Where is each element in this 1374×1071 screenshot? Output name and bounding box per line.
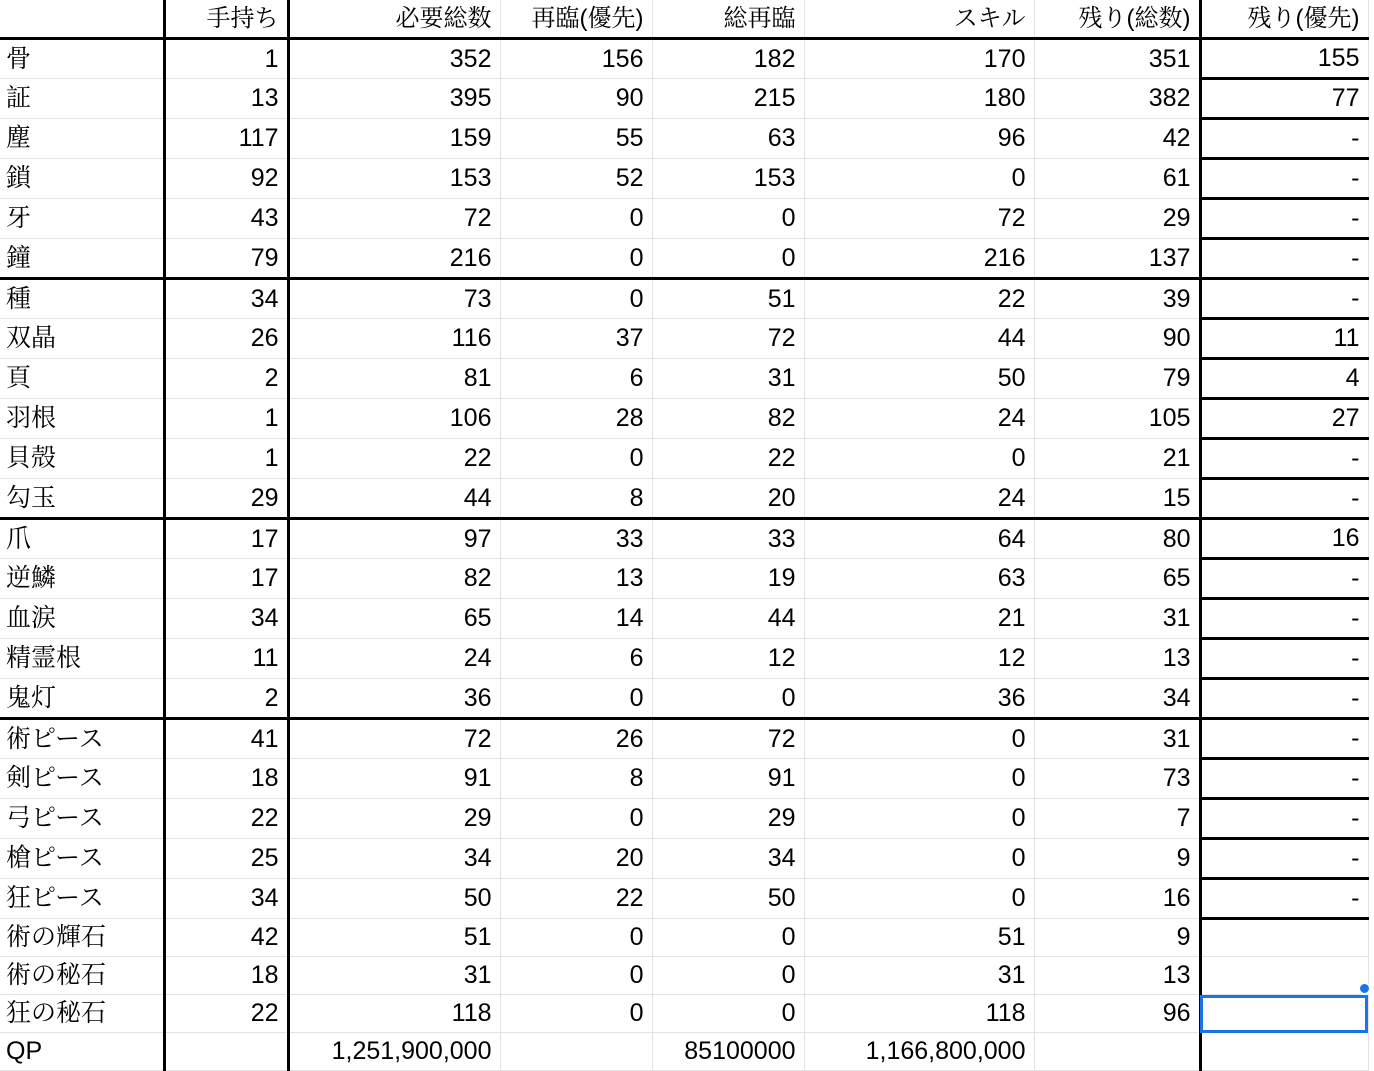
header-cell-on-hand[interactable]: 手持ち [164, 0, 288, 39]
cell-skill[interactable]: 50 [804, 359, 1034, 399]
table-row [0, 839, 1368, 879]
cell-ascension-total[interactable]: 20 [652, 479, 804, 519]
table-row [0, 879, 1368, 919]
header-cell-required-total[interactable]: 必要総数 [288, 0, 500, 39]
cell-required-total[interactable]: 72 [288, 199, 500, 239]
cell-remaining-total[interactable]: 29 [1034, 199, 1200, 239]
table-row [0, 1033, 1368, 1071]
cell-ascension-total[interactable]: 0 [652, 199, 804, 239]
cell-required-total[interactable]: 352 [288, 39, 500, 79]
cell-remaining-total[interactable]: 65 [1034, 559, 1200, 599]
cell-skill[interactable]: 72 [804, 199, 1034, 239]
cell-ascension-total[interactable]: 51 [652, 279, 804, 319]
cell-required-total[interactable]: 29 [288, 799, 500, 839]
cell-material[interactable]: 狂ピース [0, 879, 164, 919]
table-row [0, 399, 1368, 439]
cell-ascension-total[interactable]: 85100000 [652, 1033, 804, 1071]
cell-remaining-total[interactable]: 80 [1034, 519, 1200, 559]
cell-ascension-priority[interactable]: 90 [500, 79, 652, 119]
cell-remaining-priority[interactable] [1200, 957, 1368, 995]
cell-on-hand[interactable]: 2 [164, 679, 288, 719]
cell-material[interactable]: 牙 [0, 199, 164, 239]
cell-remaining-priority[interactable]: - [1200, 439, 1368, 479]
cell-skill[interactable]: 0 [804, 159, 1034, 199]
table-row [0, 957, 1368, 995]
cell-remaining-total[interactable]: 351 [1034, 39, 1200, 79]
cell-material[interactable]: 血涙 [0, 599, 164, 639]
cell-skill[interactable]: 24 [804, 399, 1034, 439]
cell-on-hand[interactable]: 18 [164, 957, 288, 995]
cell-ascension-total[interactable]: 182 [652, 39, 804, 79]
cell-remaining-priority[interactable]: 16 [1200, 519, 1368, 559]
cell-ascension-priority[interactable]: 0 [500, 279, 652, 319]
cell-skill[interactable]: 12 [804, 639, 1034, 679]
cell-material[interactable]: 貝殻 [0, 439, 164, 479]
cell-remaining-priority[interactable]: - [1200, 119, 1368, 159]
cell-skill[interactable]: 22 [804, 279, 1034, 319]
cell-on-hand[interactable]: 22 [164, 799, 288, 839]
cell-skill[interactable]: 21 [804, 599, 1034, 639]
cell-ascension-priority[interactable]: 13 [500, 559, 652, 599]
cell-required-total[interactable]: 118 [288, 995, 500, 1033]
cell-remaining-priority[interactable]: - [1200, 799, 1368, 839]
cell-skill[interactable]: 51 [804, 919, 1034, 957]
cell-ascension-priority[interactable]: 6 [500, 359, 652, 399]
cell-remaining-total[interactable]: 16 [1034, 879, 1200, 919]
cell-required-total[interactable]: 395 [288, 79, 500, 119]
table-row [0, 719, 1368, 759]
cell-remaining-priority[interactable]: - [1200, 719, 1368, 759]
cell-required-total[interactable]: 159 [288, 119, 500, 159]
cell-skill[interactable]: 36 [804, 679, 1034, 719]
cell-skill[interactable]: 1,166,800,000 [804, 1033, 1034, 1071]
cell-remaining-total[interactable]: 61 [1034, 159, 1200, 199]
cell-remaining-priority[interactable] [1200, 1033, 1368, 1071]
cell-on-hand[interactable] [164, 1033, 288, 1071]
cell-material[interactable]: 弓ピース [0, 799, 164, 839]
cell-remaining-total[interactable]: 21 [1034, 439, 1200, 479]
cell-ascension-total[interactable]: 19 [652, 559, 804, 599]
cell-skill[interactable]: 63 [804, 559, 1034, 599]
cell-required-total[interactable]: 1,251,900,000 [288, 1033, 500, 1071]
cell-remaining-priority[interactable]: 155 [1200, 39, 1368, 79]
table-row [0, 995, 1368, 1033]
cell-skill[interactable]: 0 [804, 719, 1034, 759]
table-row [0, 79, 1368, 119]
cell-ascension-total[interactable]: 0 [652, 919, 804, 957]
cell-remaining-total[interactable]: 79 [1034, 359, 1200, 399]
cell-ascension-priority[interactable]: 8 [500, 479, 652, 519]
cell-ascension-total[interactable]: 29 [652, 799, 804, 839]
cell-ascension-total[interactable]: 72 [652, 719, 804, 759]
cell-remaining-priority[interactable]: - [1200, 199, 1368, 239]
cell-remaining-priority[interactable] [1200, 919, 1368, 957]
cell-on-hand[interactable]: 11 [164, 639, 288, 679]
cell-material[interactable]: 剣ピース [0, 759, 164, 799]
cell-material[interactable]: 頁 [0, 359, 164, 399]
cell-material[interactable]: 勾玉 [0, 479, 164, 519]
cell-remaining-total[interactable]: 31 [1034, 719, 1200, 759]
cell-skill[interactable]: 0 [804, 759, 1034, 799]
cell-remaining-priority[interactable]: - [1200, 879, 1368, 919]
cell-on-hand[interactable]: 92 [164, 159, 288, 199]
cell-skill[interactable]: 31 [804, 957, 1034, 995]
cell-ascension-priority[interactable]: 0 [500, 199, 652, 239]
cell-remaining-total[interactable]: 13 [1034, 957, 1200, 995]
cell-on-hand[interactable]: 25 [164, 839, 288, 879]
cell-remaining-priority[interactable]: 27 [1200, 399, 1368, 439]
cell-ascension-total[interactable]: 0 [652, 957, 804, 995]
cell-ascension-priority[interactable]: 156 [500, 39, 652, 79]
cell-remaining-total[interactable]: 15 [1034, 479, 1200, 519]
cell-material[interactable]: 爪 [0, 519, 164, 559]
cell-required-total[interactable]: 51 [288, 919, 500, 957]
cell-ascension-total[interactable]: 153 [652, 159, 804, 199]
cell-skill[interactable]: 0 [804, 839, 1034, 879]
header-row [0, 0, 1368, 39]
cell-on-hand[interactable]: 18 [164, 759, 288, 799]
cell-material[interactable]: QP [0, 1033, 164, 1071]
cell-remaining-total[interactable]: 90 [1034, 319, 1200, 359]
cell-ascension-priority[interactable]: 0 [500, 919, 652, 957]
cell-material[interactable]: 羽根 [0, 399, 164, 439]
cell-skill[interactable]: 64 [804, 519, 1034, 559]
cell-remaining-total[interactable]: 39 [1034, 279, 1200, 319]
cell-remaining-total[interactable]: 34 [1034, 679, 1200, 719]
cell-remaining-priority[interactable]: 77 [1200, 79, 1368, 119]
cell-required-total[interactable]: 22 [288, 439, 500, 479]
header-cell-remaining-priority[interactable]: 残り(優先) [1200, 0, 1368, 39]
cell-material[interactable]: 狂の秘石 [0, 995, 164, 1033]
cell-on-hand[interactable]: 43 [164, 199, 288, 239]
cell-required-total[interactable]: 106 [288, 399, 500, 439]
table-row [0, 239, 1368, 279]
cell-required-total[interactable]: 65 [288, 599, 500, 639]
cell-remaining-total[interactable]: 7 [1034, 799, 1200, 839]
cell-remaining-priority[interactable]: - [1200, 679, 1368, 719]
cell-ascension-priority[interactable]: 22 [500, 879, 652, 919]
cell-required-total[interactable]: 97 [288, 519, 500, 559]
cell-ascension-total[interactable]: 44 [652, 599, 804, 639]
cell-material[interactable]: 精霊根 [0, 639, 164, 679]
cell-skill[interactable]: 170 [804, 39, 1034, 79]
cell-ascension-priority[interactable]: 8 [500, 759, 652, 799]
cell-remaining-total[interactable]: 9 [1034, 919, 1200, 957]
cell-ascension-total[interactable]: 91 [652, 759, 804, 799]
cell-remaining-priority[interactable]: - [1200, 759, 1368, 799]
cell-ascension-total[interactable]: 12 [652, 639, 804, 679]
cell-remaining-total[interactable]: 31 [1034, 599, 1200, 639]
cell-on-hand[interactable]: 17 [164, 559, 288, 599]
cell-required-total[interactable]: 216 [288, 239, 500, 279]
cell-ascension-priority[interactable]: 0 [500, 799, 652, 839]
cell-remaining-total[interactable]: 137 [1034, 239, 1200, 279]
cell-ascension-total[interactable]: 50 [652, 879, 804, 919]
header-cell-material[interactable] [0, 0, 164, 39]
table-row [0, 439, 1368, 479]
cell-remaining-priority[interactable]: - [1200, 599, 1368, 639]
cell-skill[interactable]: 44 [804, 319, 1034, 359]
cell-on-hand[interactable]: 79 [164, 239, 288, 279]
cell-remaining-total[interactable] [1034, 1033, 1200, 1071]
cell-on-hand[interactable]: 1 [164, 39, 288, 79]
cell-material[interactable]: 逆鱗 [0, 559, 164, 599]
cell-material[interactable]: 証 [0, 79, 164, 119]
cell-ascension-total[interactable]: 22 [652, 439, 804, 479]
cell-remaining-priority[interactable]: - [1200, 279, 1368, 319]
cell-ascension-total[interactable]: 0 [652, 679, 804, 719]
cell-on-hand[interactable]: 29 [164, 479, 288, 519]
table-row [0, 759, 1368, 799]
cell-required-total[interactable]: 116 [288, 319, 500, 359]
table-row [0, 919, 1368, 957]
cell-remaining-total[interactable]: 13 [1034, 639, 1200, 679]
cell-skill[interactable]: 0 [804, 799, 1034, 839]
cell-remaining-priority[interactable]: - [1200, 239, 1368, 279]
cell-material[interactable]: 双晶 [0, 319, 164, 359]
cell-material[interactable]: 槍ピース [0, 839, 164, 879]
cell-remaining-total[interactable]: 96 [1034, 995, 1200, 1033]
cell-on-hand[interactable]: 2 [164, 359, 288, 399]
cell-material[interactable]: 術ピース [0, 719, 164, 759]
table-row [0, 639, 1368, 679]
cell-ascension-total[interactable]: 31 [652, 359, 804, 399]
table-row [0, 559, 1368, 599]
cell-ascension-priority[interactable] [500, 1033, 652, 1071]
header-cell-remaining-total[interactable]: 残り(総数) [1034, 0, 1200, 39]
table-row [0, 319, 1368, 359]
cell-material[interactable]: 鎖 [0, 159, 164, 199]
cell-required-total[interactable]: 31 [288, 957, 500, 995]
cell-ascension-total[interactable]: 63 [652, 119, 804, 159]
cell-ascension-priority[interactable]: 20 [500, 839, 652, 879]
cell-skill[interactable]: 118 [804, 995, 1034, 1033]
cell-on-hand[interactable]: 13 [164, 79, 288, 119]
cell-on-hand[interactable]: 42 [164, 919, 288, 957]
cell-remaining-priority[interactable]: - [1200, 559, 1368, 599]
header-cell-skill[interactable]: スキル [804, 0, 1034, 39]
cell-material[interactable]: 骨 [0, 39, 164, 79]
cell-ascension-priority[interactable]: 33 [500, 519, 652, 559]
cell-remaining-priority[interactable]: - [1200, 639, 1368, 679]
cell-remaining-priority[interactable] [1200, 995, 1368, 1033]
cell-on-hand[interactable]: 34 [164, 599, 288, 639]
table-row [0, 39, 1368, 79]
cell-required-total[interactable]: 91 [288, 759, 500, 799]
cell-material[interactable]: 塵 [0, 119, 164, 159]
cell-ascension-total[interactable]: 33 [652, 519, 804, 559]
cell-remaining-total[interactable]: 105 [1034, 399, 1200, 439]
cell-remaining-priority[interactable]: - [1200, 479, 1368, 519]
cell-ascension-priority[interactable]: 37 [500, 319, 652, 359]
cell-required-total[interactable]: 82 [288, 559, 500, 599]
cell-remaining-priority[interactable]: 4 [1200, 359, 1368, 399]
cell-remaining-priority[interactable]: 11 [1200, 319, 1368, 359]
cell-ascension-priority[interactable]: 0 [500, 995, 652, 1033]
cell-remaining-total[interactable]: 73 [1034, 759, 1200, 799]
cell-required-total[interactable]: 73 [288, 279, 500, 319]
table-row [0, 279, 1368, 319]
cell-required-total[interactable]: 36 [288, 679, 500, 719]
cell-ascension-priority[interactable]: 0 [500, 239, 652, 279]
cell-ascension-priority[interactable]: 0 [500, 439, 652, 479]
cell-ascension-priority[interactable]: 14 [500, 599, 652, 639]
cell-skill[interactable]: 216 [804, 239, 1034, 279]
cell-skill[interactable]: 96 [804, 119, 1034, 159]
cell-required-total[interactable]: 24 [288, 639, 500, 679]
cell-remaining-total[interactable]: 42 [1034, 119, 1200, 159]
cell-remaining-priority[interactable]: - [1200, 839, 1368, 879]
cell-remaining-total[interactable]: 382 [1034, 79, 1200, 119]
cell-ascension-priority[interactable]: 0 [500, 957, 652, 995]
cell-on-hand[interactable]: 17 [164, 519, 288, 559]
cell-ascension-priority[interactable]: 26 [500, 719, 652, 759]
cell-required-total[interactable]: 44 [288, 479, 500, 519]
cell-on-hand[interactable]: 22 [164, 995, 288, 1033]
table-row [0, 359, 1368, 399]
cell-ascension-total[interactable]: 34 [652, 839, 804, 879]
header-cell-ascension-priority[interactable]: 再臨(優先) [500, 0, 652, 39]
cell-ascension-priority[interactable]: 28 [500, 399, 652, 439]
cell-ascension-total[interactable]: 82 [652, 399, 804, 439]
cell-ascension-priority[interactable]: 55 [500, 119, 652, 159]
table-row [0, 159, 1368, 199]
cell-on-hand[interactable]: 117 [164, 119, 288, 159]
cell-on-hand[interactable]: 34 [164, 879, 288, 919]
cell-material[interactable]: 術の輝石 [0, 919, 164, 957]
cell-ascension-priority[interactable]: 6 [500, 639, 652, 679]
cell-skill[interactable]: 24 [804, 479, 1034, 519]
cell-required-total[interactable]: 50 [288, 879, 500, 919]
header-cell-ascension-total[interactable]: 総再臨 [652, 0, 804, 39]
cell-ascension-priority[interactable]: 52 [500, 159, 652, 199]
cell-ascension-priority[interactable]: 0 [500, 679, 652, 719]
cell-skill[interactable]: 0 [804, 879, 1034, 919]
cell-remaining-priority[interactable]: - [1200, 159, 1368, 199]
cell-required-total[interactable]: 34 [288, 839, 500, 879]
cell-ascension-total[interactable]: 0 [652, 239, 804, 279]
cell-required-total[interactable]: 81 [288, 359, 500, 399]
table-row [0, 799, 1368, 839]
cell-skill[interactable]: 0 [804, 439, 1034, 479]
table-row [0, 599, 1368, 639]
cell-material[interactable]: 術の秘石 [0, 957, 164, 995]
selection-fill-handle[interactable] [1358, 982, 1371, 995]
cell-material[interactable]: 種 [0, 279, 164, 319]
cell-on-hand[interactable]: 41 [164, 719, 288, 759]
table-row [0, 199, 1368, 239]
cell-required-total[interactable]: 72 [288, 719, 500, 759]
cell-on-hand[interactable]: 26 [164, 319, 288, 359]
cell-material[interactable]: 鬼灯 [0, 679, 164, 719]
table-row [0, 119, 1368, 159]
cell-skill[interactable]: 180 [804, 79, 1034, 119]
cell-ascension-total[interactable]: 0 [652, 995, 804, 1033]
cell-on-hand[interactable]: 1 [164, 439, 288, 479]
cell-remaining-total[interactable]: 9 [1034, 839, 1200, 879]
cell-required-total[interactable]: 153 [288, 159, 500, 199]
cell-on-hand[interactable]: 34 [164, 279, 288, 319]
table-row [0, 479, 1368, 519]
cell-on-hand[interactable]: 1 [164, 399, 288, 439]
cell-material[interactable]: 鐘 [0, 239, 164, 279]
table-row [0, 519, 1368, 559]
table-row [0, 679, 1368, 719]
cell-ascension-total[interactable]: 215 [652, 79, 804, 119]
cell-ascension-total[interactable]: 72 [652, 319, 804, 359]
